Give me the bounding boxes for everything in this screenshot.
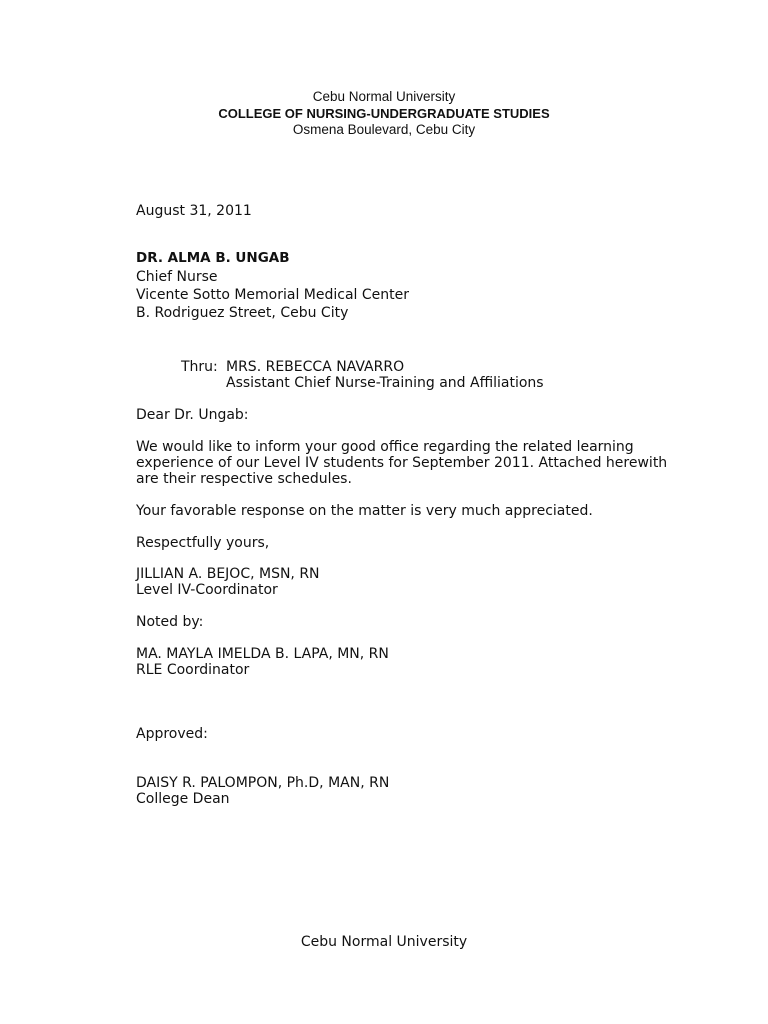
thru-title: Assistant Chief Nurse-Training and Affiliations [226,375,544,391]
page-footer: Cebu Normal University [300,934,468,950]
letterhead-address: Osmena Boulevard, Cebu City [292,122,476,137]
noted-label: Noted by: [136,614,204,630]
letterhead-university: Cebu Normal University [312,89,456,104]
signatory-name: JILLIAN A. BEJOC, MSN, RN [136,566,320,582]
body-paragraph-2: Your favorable response on the matter is very much appreciated. [136,503,593,519]
thru-label: Thru: [181,359,218,375]
body-paragraph-1-line: We would like to inform your good office regarding the related learning [136,439,634,455]
closing: Respectfully yours, [136,535,270,551]
salutation: Dear Dr. Ungab: [136,407,249,423]
signatory-title: Level IV-Coordinator [136,582,278,598]
recipient-name: DR. ALMA B. UNGAB [136,250,290,266]
recipient-org: Vicente Sotto Memorial Medical Center [136,287,410,303]
body-paragraph-1-line: experience of our Level IV students for September 2011. Attached herewith [136,455,668,471]
recipient-title: Chief Nurse [136,269,218,285]
body-paragraph-1-line: are their respective schedules. [136,471,352,487]
approved-name: DAISY R. PALOMPON, Ph.D, MAN, RN [136,775,390,791]
thru-name: MRS. REBECCA NAVARRO [226,359,405,375]
approved-title: College Dean [136,791,230,807]
approved-label: Approved: [136,726,208,742]
body-paragraph-1 [136,439,696,487]
noted-name: MA. MAYLA IMELDA B. LAPA, MN, RN [136,646,389,662]
letterhead-college: COLLEGE OF NURSING-UNDERGRADUATE STUDIES [218,106,550,121]
letter-date: August 31, 2011 [136,203,252,219]
recipient-address: B. Rodriguez Street, Cebu City [136,305,349,321]
noted-title: RLE Coordinator [136,662,250,678]
